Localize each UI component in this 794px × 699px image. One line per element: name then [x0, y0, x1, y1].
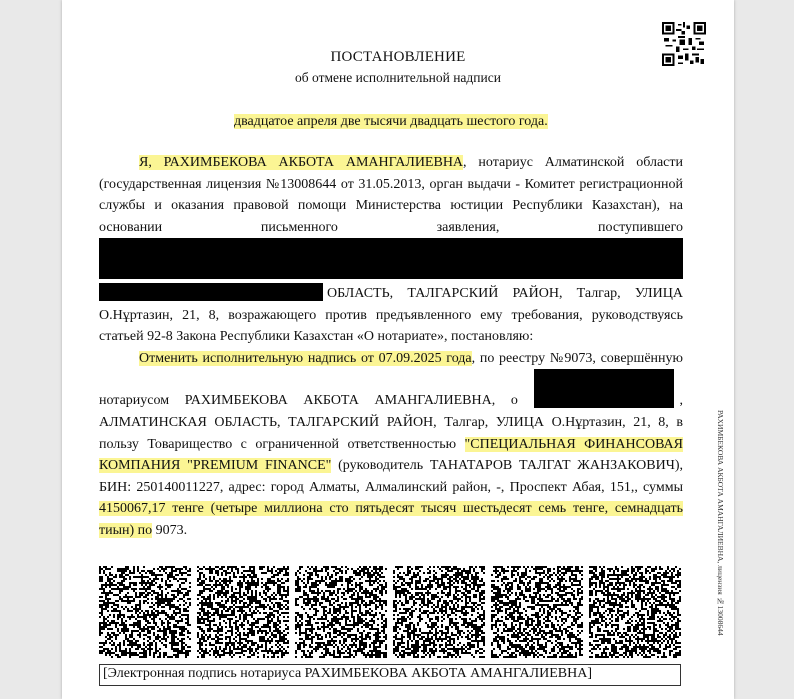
document-date — [234, 114, 548, 130]
notary-name: Я, РАХИМБЕКОВА АКБОТА АМАНГАЛИЕВНА — [139, 155, 464, 170]
cancel-text: Отменить исполнительную надпись от 07.09.2025 года — [139, 350, 472, 366]
barcode-strip — [99, 566, 683, 658]
document-title: ПОСТАНОВЛЕНИЕ — [330, 49, 466, 65]
document-page — [62, 0, 734, 699]
paragraph-decision — [99, 348, 683, 542]
side-license-text: РАХИМБЕКОВА АКБОТА АМАНГАЛИЕВНА, лицензия №13008644 — [716, 410, 725, 636]
company-name: "СПЕЦИАЛЬНАЯ ФИНАНСОВАЯ КОМПАНИЯ "PREMIUM FINANCE" — [99, 436, 683, 474]
document-subtitle: об отмене исполнительной надписи — [295, 70, 501, 85]
document-body — [99, 152, 683, 542]
paragraph-decision-text-a: , по реестру №9073, совершённую нотариусом РАХИМБЕКОВА АКБОТА АМАНГАЛИЕВНА, о — [99, 350, 683, 409]
redacted-applicant-tail — [99, 283, 323, 301]
redacted-debtor — [534, 369, 674, 408]
signature-box: [Электронная подпись нотариуса РАХИМБЕКОВА АКБОТА АМАНГАЛИЕВНА] — [99, 664, 681, 686]
barcode — [99, 566, 191, 658]
barcode — [491, 566, 583, 658]
paragraph-notary-text-b: ОБЛАСТЬ, ТАЛГАРСКИЙ РАЙОН, Талгар, УЛИЦА О.Нұртазин, 21, 8, возражающего против предъявленного ему требования, руководствуясь статьей 92-8 Закона Республики Казахстан «О нотариате», постановляю: — [99, 285, 683, 345]
barcode — [589, 566, 681, 658]
barcode — [197, 566, 289, 658]
redacted-applicant — [99, 238, 683, 279]
paragraph-notary — [99, 152, 683, 348]
paragraph-decision-text-d: 9073. — [152, 522, 188, 538]
paragraph-decision-text-b: , АЛМАТИНСКАЯ ОБЛАСТЬ, ТАЛГАРСКИЙ РАЙОН, Талгар, УЛИЦА О.Нұртазин, 21, 8, в пользу Товарищество с ограниченной ответственностью — [99, 393, 683, 452]
date-highlight: двадцатое апреля две тысячи двадцать шестого года. — [234, 114, 548, 129]
paragraph-notary-text-a: , нотариус Алматинской области (государственная лицензия №13008644 от 31.05.2013, орган выдачи - Комитет регистрационной службы и оказания правовой помощи Министерства юстиции Республики Казахстан), на основании письменного заявления, поступившего — [99, 155, 683, 235]
amount-text: 4150067,17 тенге (четыре миллиона сто пятьдесят тысяч шестьдесят семь тенге, семнадцать тиын) по — [99, 501, 683, 538]
barcode — [295, 566, 387, 658]
paragraph-decision-text-c: (руководитель ТАНАТАРОВ ТАЛГАТ ЖАНЗАКОВИЧ), БИН: 250140011227, адрес: город Алматы, Алмалинский район, -, Проспект Абая, 151,, суммы — [99, 458, 683, 495]
barcode — [393, 566, 485, 658]
